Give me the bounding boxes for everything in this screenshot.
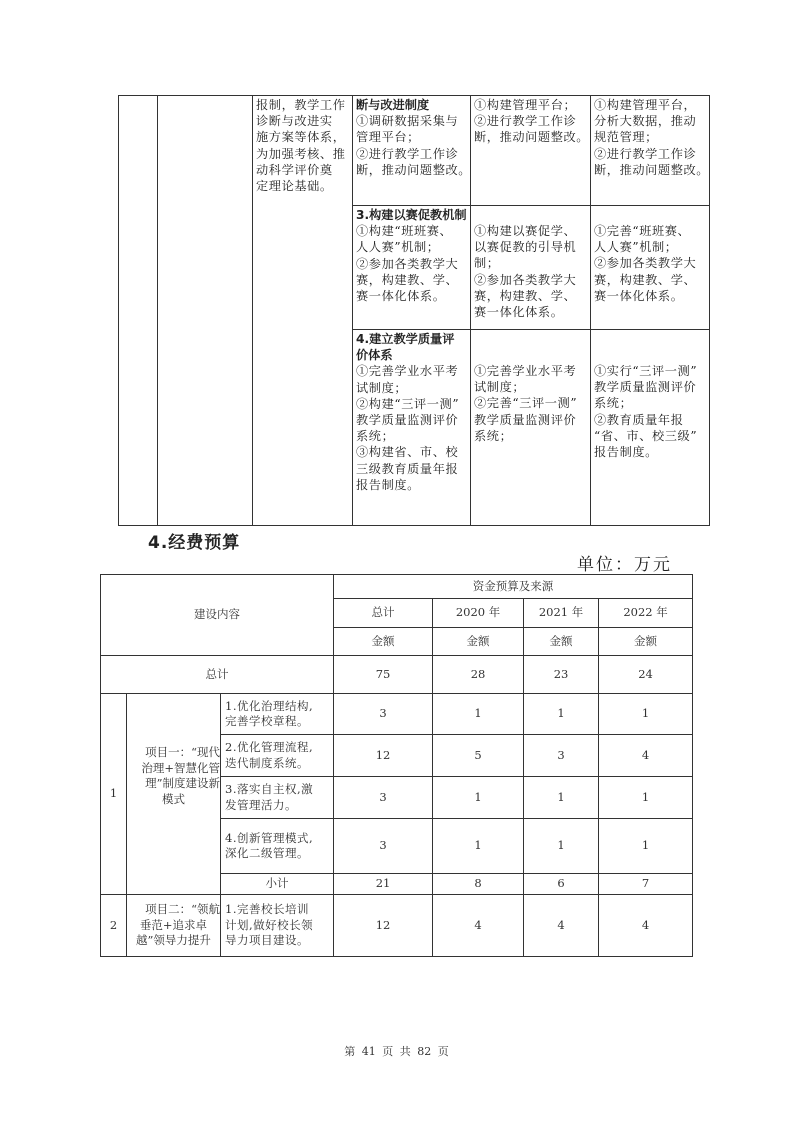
text-line: 深化二级管理。 (225, 846, 309, 860)
value-cell: 1 (433, 694, 524, 735)
text-line: 教学质量监测评价 (594, 380, 697, 395)
year-text (591, 330, 709, 460)
year-cell (591, 330, 710, 526)
value-cell: 3 (334, 777, 433, 819)
year-text (471, 96, 590, 146)
text-line: 越”领导力提升 (136, 933, 211, 948)
text-line: 系统； (356, 429, 395, 444)
value-cell: 4 (599, 895, 693, 957)
item-cell (221, 777, 334, 819)
task-cell (353, 96, 471, 206)
text-line: ②教育质量年报 (594, 412, 684, 427)
text-line: ②参加各类教学大 (474, 272, 577, 287)
value-cell: 4 (599, 735, 693, 777)
text-line: 报告制度。 (594, 445, 658, 460)
project-name-text (127, 694, 220, 807)
text-line: 人人赛”机制； (594, 240, 678, 255)
funding-header: 资金预算及来源 (334, 575, 693, 599)
text-line: 模式 (162, 791, 185, 806)
page-footer: 第 41 页 共 82 页 (344, 1045, 449, 1058)
text-line: 赛一体化体系。 (356, 289, 446, 304)
column-header: 2021 年 (524, 599, 599, 628)
budget-table (100, 574, 693, 957)
text-line: 项目二：“领航 (145, 902, 220, 917)
section-title: 4.经费预算 (148, 533, 241, 553)
year-cell (471, 96, 591, 206)
content-header: 建设内容 (101, 575, 334, 656)
text-line: 完善学校章程。 (225, 714, 309, 728)
task-text (353, 330, 470, 493)
task-text (353, 206, 470, 304)
text-line: 计划,做好校长领 (225, 917, 314, 932)
value-cell: 4 (524, 895, 599, 957)
text-line: 定理论基础。 (256, 179, 333, 194)
text-line: 1.完善校长培训 (225, 902, 309, 917)
text-line: ②构建“三评一测” (356, 396, 460, 411)
text-line: 垂范+追求卓 (139, 917, 208, 932)
item-cell (221, 895, 334, 957)
task-title: 断与改进制度 (356, 98, 430, 112)
text-line: ②进行教学工作诊 (594, 146, 697, 161)
text-line: 三级教育质量年报 (356, 461, 459, 476)
value-cell: 3 (334, 694, 433, 735)
text-line: 教学质量监测评价 (356, 413, 459, 428)
value-cell: 7 (599, 874, 693, 895)
table-row (101, 895, 693, 957)
value-cell: 1 (599, 694, 693, 735)
year-cell (591, 206, 710, 330)
text-line: 发管理活力。 (225, 797, 297, 812)
value-cell: 1 (524, 819, 599, 874)
text-line: 以赛促教的引导机 (474, 240, 577, 255)
column-header: 2020 年 (433, 599, 524, 628)
text-line: 报制，教学工作 (256, 98, 346, 112)
project-cell (158, 96, 253, 526)
column-header: 总计 (334, 599, 433, 628)
year-cell (471, 330, 591, 526)
text-line: 治理+智慧化管 (141, 760, 220, 775)
text-line: 理”制度建设新 (145, 776, 220, 790)
text-line: 分析大数据，推动 (594, 114, 697, 129)
value-cell: 1 (433, 819, 524, 874)
year-text (471, 330, 590, 444)
text-line: 管理平台； (356, 130, 420, 145)
value-cell: 1 (599, 819, 693, 874)
text-line: 断，推动问题整改。 (356, 162, 472, 177)
value-cell: 75 (334, 656, 433, 694)
text-line: 断，推动问题整改。 (594, 162, 710, 177)
text-line: 赛，构建教、学、 (356, 272, 459, 287)
text-line: ②进行教学工作诊 (474, 114, 577, 129)
text-line: 施方案等体系， (256, 130, 346, 145)
task-title: 4.建立教学质量评 (356, 332, 455, 346)
text-line: ①构建管理平台， (594, 98, 697, 112)
subtotal-label: 小计 (221, 874, 334, 895)
text-line: ③构建省、市、校 (356, 445, 459, 460)
text-line: 系统； (594, 396, 633, 411)
task-title: 价体系 (356, 348, 393, 363)
text-line: ①完善学业水平考 (474, 364, 577, 378)
year-cell (471, 206, 591, 330)
value-cell: 12 (334, 735, 433, 777)
task-cell (353, 330, 471, 526)
value-cell: 23 (524, 656, 599, 694)
project-index: 1 (101, 694, 127, 895)
amount-header: 金额 (334, 628, 433, 656)
value-cell: 4 (433, 895, 524, 957)
goal-cell (253, 96, 353, 526)
item-cell (221, 694, 334, 735)
text-line: ①完善学业水平考 (356, 364, 459, 379)
value-cell: 3 (334, 819, 433, 874)
text-line: 诊断与改进实 (256, 114, 333, 129)
text-line: 人人赛”机制； (356, 240, 440, 255)
value-cell: 21 (334, 874, 433, 895)
value-cell: 28 (433, 656, 524, 694)
text-line: 规范管理； (594, 130, 658, 145)
text-line: ①完善“班班赛、 (594, 224, 691, 238)
year-text (591, 96, 709, 178)
text-line: 导力项目建设。 (225, 933, 309, 948)
year-text (471, 206, 590, 320)
text-line: 系统； (474, 428, 513, 443)
table-row (101, 694, 693, 735)
year-cell (591, 96, 710, 206)
text-line: ①构建以赛促学、 (474, 224, 577, 238)
text-line: ②完善“三评一测” (474, 396, 578, 411)
project-index: 2 (101, 895, 127, 957)
task-cell (353, 206, 471, 330)
text-line: ②参加各类教学大 (356, 256, 459, 271)
unit-label: 单位：万元 (577, 555, 672, 575)
task-text (353, 96, 470, 178)
text-line: 赛，构建教、学、 (594, 272, 697, 287)
item-cell (221, 735, 334, 777)
text-line: 赛一体化体系。 (474, 305, 564, 320)
year-text (591, 206, 709, 304)
text-line: 3.落实自主权,激 (225, 782, 314, 796)
text-line: 赛一体化体系。 (594, 288, 684, 303)
item-cell (221, 819, 334, 874)
text-line: ①实行“三评一测” (594, 364, 698, 378)
total-row (101, 656, 693, 694)
text-line: 断，推动问题整改。 (474, 130, 590, 145)
text-line: ②进行教学工作诊 (356, 146, 459, 161)
value-cell: 1 (524, 694, 599, 735)
text-line: 试制度； (356, 380, 408, 395)
text-line: 赛，构建教、学、 (474, 288, 577, 303)
amount-header: 金额 (433, 628, 524, 656)
value-cell: 24 (599, 656, 693, 694)
text-line: 2.优化管理流程, (225, 740, 314, 754)
text-line: 试制度； (474, 380, 526, 395)
text-line: “省、市、校三级” (594, 428, 698, 443)
text-line: 4.创新管理模式, (225, 830, 314, 845)
text-line: 项目一：“现代 (145, 745, 220, 759)
amount-header: 金额 (524, 628, 599, 656)
text-line: 报告制度。 (356, 477, 420, 492)
plan-table-continuation (118, 95, 710, 526)
project-name (127, 895, 221, 957)
text-line: 制； (474, 256, 500, 271)
text-line: 迭代制度系统。 (225, 755, 309, 770)
index-cell (119, 96, 158, 526)
header-row (101, 575, 693, 599)
value-cell: 8 (433, 874, 524, 895)
amount-header: 金额 (599, 628, 693, 656)
text-line: 为加强考核、推 (256, 146, 346, 161)
text-line: 教学质量监测评价 (474, 412, 577, 427)
text-line: 动科学评价奠 (256, 162, 333, 177)
goal-text (253, 96, 352, 194)
value-cell: 3 (524, 735, 599, 777)
text-line: ①构建“班班赛、 (356, 224, 453, 239)
value-cell: 1 (599, 777, 693, 819)
value-cell: 1 (433, 777, 524, 819)
table-row (119, 96, 710, 206)
value-cell: 1 (524, 777, 599, 819)
text-line: ①构建管理平台； (474, 98, 577, 112)
column-header: 2022 年 (599, 599, 693, 628)
value-cell: 12 (334, 895, 433, 957)
total-label: 总计 (101, 656, 334, 694)
value-cell: 5 (433, 735, 524, 777)
project-name (127, 694, 221, 895)
text-line: ②参加各类教学大 (594, 256, 697, 271)
text-line: ①调研数据采集与 (356, 114, 459, 129)
value-cell: 6 (524, 874, 599, 895)
task-title: 3.构建以赛促教机制 (356, 208, 467, 222)
text-line: 1.优化治理结构, (225, 698, 314, 713)
